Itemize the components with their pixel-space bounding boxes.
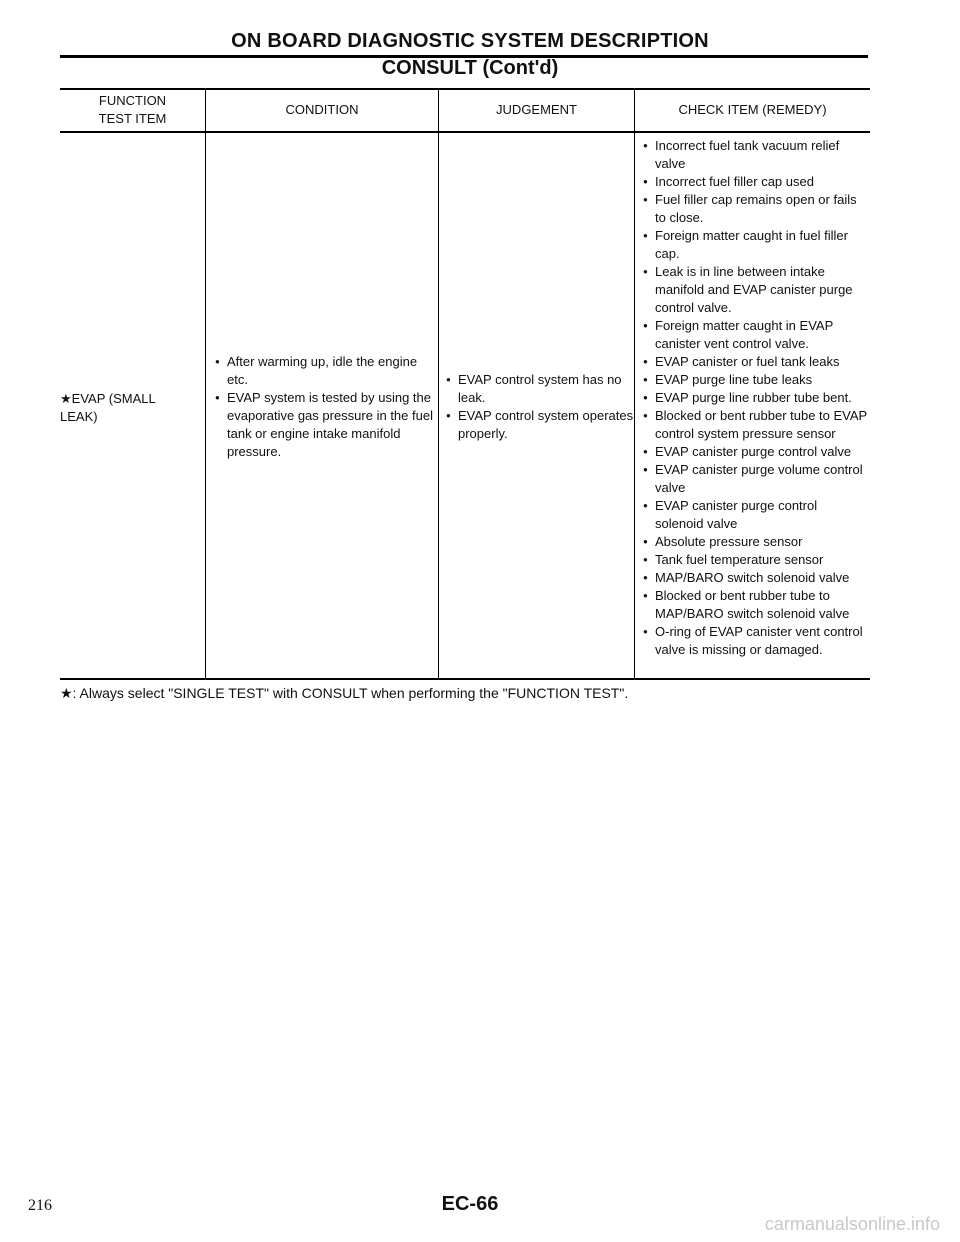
- column-header-function-test-item: FUNCTION TEST ITEM: [98, 93, 167, 126]
- check-item: ● Incorrect fuel filler cap used: [643, 173, 867, 191]
- page-code: EC-66: [441, 1193, 499, 1215]
- column-divider: [438, 88, 439, 680]
- check-item: ● Incorrect fuel tank vacuum relief valve: [643, 137, 867, 173]
- column-divider: [634, 88, 635, 680]
- judgement-cell: [446, 371, 634, 443]
- condition-item: ● EVAP system is tested by using the evaporative gas pressure in the fuel tank or engine intake manifold pressure.: [215, 389, 433, 461]
- condition-cell: [215, 353, 433, 461]
- column-divider: [205, 88, 206, 680]
- judgement-item: ● EVAP control system has no leak.: [446, 371, 634, 407]
- check-item: ● EVAP purge line rubber tube bent.: [643, 389, 867, 407]
- check-item: ● Blocked or bent rubber tube to MAP/BARO switch solenoid valve: [643, 587, 867, 623]
- watermark: carmanualsonline.info: [764, 1214, 940, 1234]
- page-title: ON BOARD DIAGNOSTIC SYSTEM DESCRIPTION: [231, 30, 709, 52]
- column-header-judgement: JUDGEMENT: [496, 102, 577, 117]
- check-item: ● Foreign matter caught in fuel filler cap.: [643, 227, 867, 263]
- page-number: 216: [28, 1197, 52, 1214]
- check-item: ● O-ring of EVAP canister vent control valve is missing or damaged.: [643, 623, 867, 659]
- judgement-item: ● EVAP control system operates properly.: [446, 407, 634, 443]
- check-item: ● Foreign matter caught in EVAP canister vent control valve.: [643, 317, 867, 353]
- check-item: ● EVAP canister purge control valve: [643, 443, 867, 461]
- check-item-cell: [643, 137, 867, 659]
- function-test-item-cell: ★EVAP (SMALL LEAK): [60, 391, 156, 424]
- check-item: ● EVAP canister purge volume control valve: [643, 461, 867, 497]
- page-subtitle: CONSULT (Cont'd): [381, 57, 559, 79]
- column-header-check-item: CHECK ITEM (REMEDY): [678, 102, 827, 117]
- column-header-condition: CONDITION: [285, 102, 359, 117]
- check-item: ● EVAP canister or fuel tank leaks: [643, 353, 867, 371]
- table-bottom-border: [60, 678, 870, 680]
- check-item: ● Fuel filler cap remains open or fails to close.: [643, 191, 867, 227]
- check-item: ● Tank fuel temperature sensor: [643, 551, 867, 569]
- condition-item: ● After warming up, idle the engine etc.: [215, 353, 433, 389]
- function-test-table: [60, 88, 870, 680]
- footnote: ★: Always select "SINGLE TEST" with CONSULT when performing the "FUNCTION TEST".: [60, 685, 629, 701]
- check-item: ● Absolute pressure sensor: [643, 533, 867, 551]
- check-item: ● EVAP canister purge control solenoid valve: [643, 497, 867, 533]
- check-item: ● EVAP purge line tube leaks: [643, 371, 867, 389]
- check-item: ● Blocked or bent rubber tube to EVAP control system pressure sensor: [643, 407, 867, 443]
- check-item: ● Leak is in line between intake manifold and EVAP canister purge control valve.: [643, 263, 867, 317]
- check-item: ● MAP/BARO switch solenoid valve: [643, 569, 867, 587]
